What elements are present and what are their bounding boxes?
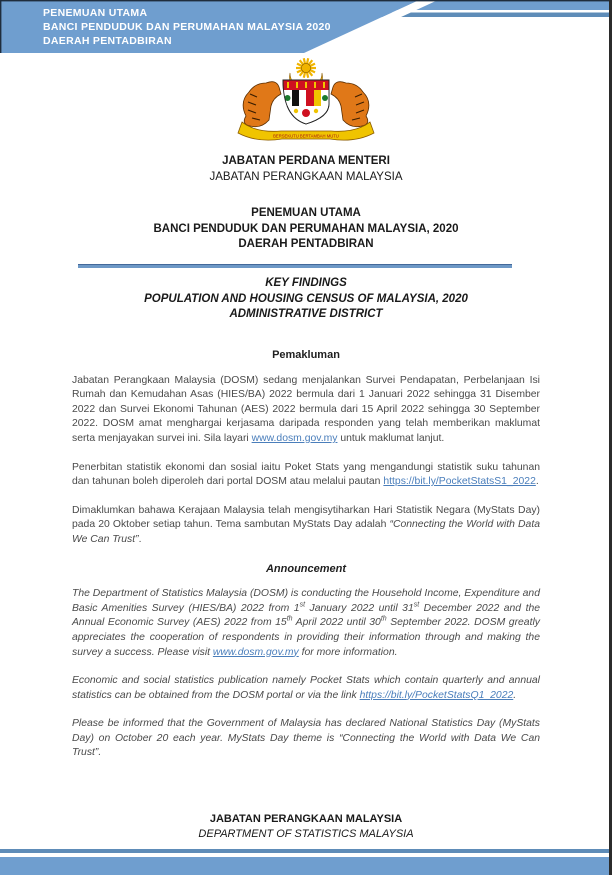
title-malay-line-1: PENEMUAN UTAMA xyxy=(251,207,361,219)
paragraph-text: . xyxy=(98,747,102,759)
paragraph-text: untuk maklumat lanjut. xyxy=(337,432,445,444)
paragraph-text: Penerbitan statistik ekonomi dan sosial iaitu Poket Stats yang mengandungi statistik suku tahunan dan tahunan boleh diperoleh dari portal DOSM atau melalui pautan xyxy=(72,461,540,488)
footer-agency xyxy=(0,812,612,841)
section-announcement xyxy=(72,562,540,762)
announcement-paragraph-3 xyxy=(72,717,540,761)
paragraph-text: January 2022 until 31 xyxy=(305,602,414,614)
title-english-line-1: KEY FINDINGS xyxy=(265,277,347,289)
paragraph-text: September 2022. DOSM greatly appreciates the cooperation of respondents in providing their information through and making the survey a success. Please visit xyxy=(72,617,540,658)
paragraph-text: . xyxy=(535,476,539,488)
pemakluman-paragraph-2 xyxy=(72,461,540,490)
footer-line-1: JABATAN PERANGKAAN MALAYSIA xyxy=(209,813,403,825)
dosm-website-link-ms[interactable]: www.dosm.gov.my xyxy=(251,432,338,444)
announcement-paragraph-1 xyxy=(72,587,540,660)
paragraph-text: Jabatan Perangkaan Malaysia (DOSM) sedang menjalankan Survei Pendapatan, Perbelanjaan Isi Rumah dan Kemudahan Asas (HIES/BA) 2022 bermula dari 1 Januari 2022 sehingga 31 Disember 2022 dan Survei Ekonomi Tahunan (AES) 2022 bermula dari 15 April 2022 sehingga 30 September 2022. DOSM amat menghargai kerjasama daripada responden yang telah memberikan maklumat serta menjayakan survei ini. Sila layari xyxy=(72,374,540,444)
title-malay-line-3: DAERAH PENTADBIRAN xyxy=(238,238,374,250)
bottom-thin-rule xyxy=(0,849,612,853)
crest-tiger-right-icon xyxy=(331,82,369,127)
section-pemakluman xyxy=(72,348,540,548)
crest-tiger-left-icon xyxy=(243,82,281,127)
title-english xyxy=(0,276,612,323)
pemakluman-heading: Pemakluman xyxy=(272,349,340,361)
footer-line-2: DEPARTMENT OF STATISTICS MALAYSIA xyxy=(198,827,414,840)
pocketstats-link-ms[interactable]: https://bit.ly/PocketStatsS1_2022 xyxy=(383,476,536,488)
ordinal-superscript: st xyxy=(299,601,306,609)
banner-line-1: PENEMUAN UTAMA xyxy=(43,7,148,19)
paragraph-text: April 2022 until 30 xyxy=(292,617,381,629)
ordinal-superscript: st xyxy=(413,601,420,609)
pemakluman-paragraph-3 xyxy=(72,504,540,548)
paragraph-text: Please be informed that the Government of Malaysia has declared National Statistics Day (MyStats Day) on October 20 each year. MyStats Day theme is xyxy=(72,718,540,744)
announcement-paragraph-2 xyxy=(72,674,540,703)
banner-line-2: BANCI PENDUDUK DAN PERUMAHAN MALAYSIA 2020 xyxy=(43,21,331,33)
crest-motto: BERSEKUTU BERTAMBAH MUTU xyxy=(273,133,339,139)
paragraph-text: Economic and social statistics publication namely Pocket Stats which contain quarterly and annual statistics can be obtained from the DOSM portal or via the link xyxy=(72,675,540,701)
title-malay-line-2: BANCI PENDUDUK DAN PERUMAHAN MALAYSIA, 2020 xyxy=(153,222,459,235)
mystats-theme-quote-ms: “Connecting the World with Data We Can Trust” xyxy=(72,519,540,545)
pocketstats-link-en[interactable]: https://bit.ly/PocketStatsQ1_2022 xyxy=(359,689,514,701)
malaysia-coat-of-arms xyxy=(226,54,386,146)
pemakluman-paragraph-1 xyxy=(72,374,540,447)
banner-line-3: DAERAH PENTADBIRAN xyxy=(43,35,172,47)
document-body xyxy=(72,348,540,775)
crest-shield-icon xyxy=(283,80,329,124)
title-english-line-2: POPULATION AND HOUSING CENSUS OF MALAYSIA, 2020 xyxy=(144,292,468,305)
dosm-website-link-en[interactable]: www.dosm.gov.my xyxy=(212,646,299,658)
banner-title xyxy=(43,6,331,48)
paragraph-text: . xyxy=(513,689,517,701)
ordinal-superscript: th xyxy=(286,615,293,623)
ordinal-superscript: th xyxy=(380,615,387,623)
paragraph-text: Dimaklumkan bahawa Kerajaan Malaysia telah mengisytiharkan Hari Statistik Negara (MyStats Day) pada 20 Oktober setiap tahun. Tema sambutan MyStats Day adalah xyxy=(72,504,540,531)
paragraph-text: The Department of Statistics Malaysia (DOSM) is conducting the Household Income, Expenditure and Basic Amenities Survey (HIES/BA) 2022 from 1 xyxy=(72,588,540,614)
agency-heading xyxy=(0,154,612,185)
mystats-theme-quote-en: “Connecting the World with Data We Can Trust” xyxy=(72,732,540,759)
title-english-line-3: ADMINISTRATIVE DISTRICT xyxy=(229,308,383,320)
agency-line-1: JABATAN PERDANA MENTERI xyxy=(222,155,390,167)
announcement-heading: Announcement xyxy=(265,562,347,575)
paragraph-text: for more information. xyxy=(298,646,398,658)
title-divider-line xyxy=(78,264,512,268)
paragraph-text: December 2022 and the Annual Economic Survey (AES) 2022 from 15 xyxy=(72,602,541,629)
paragraph-text: . xyxy=(138,533,142,545)
agency-line-2: JABATAN PERANGKAAN MALAYSIA xyxy=(209,170,403,183)
title-malay xyxy=(0,206,612,253)
bottom-blue-bar xyxy=(0,857,612,875)
